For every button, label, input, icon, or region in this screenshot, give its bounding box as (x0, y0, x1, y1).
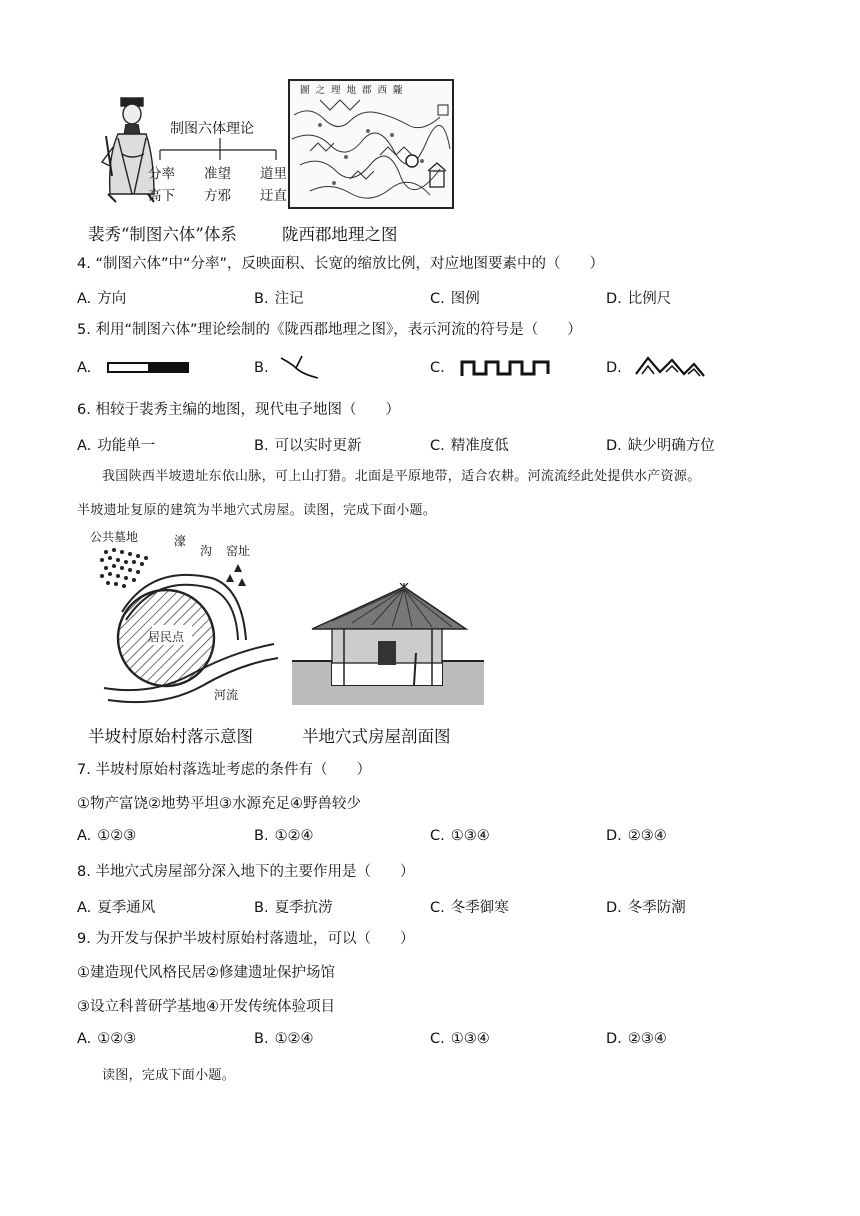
option-text: ①③④ (450, 1031, 490, 1047)
label-river: 河流 (214, 688, 239, 702)
q9-option-b[interactable] (254, 1031, 314, 1047)
figure2-caption-right: 半地穴式房屋剖面图 (302, 727, 451, 746)
option-text: ②③④ (627, 1031, 667, 1047)
option-text: 冬季防潮 (627, 900, 686, 916)
map-title: 圖之理地郡西隴 (300, 85, 409, 96)
label-kiln: 窑址 (226, 544, 251, 558)
option-text: ①②④ (274, 1031, 314, 1047)
figure-pei-xiu (88, 76, 293, 206)
footer-instruction: 读图，完成下面小题。 (102, 1068, 236, 1083)
option-label: C. (430, 828, 445, 844)
label-cemetery: 公共墓地 (90, 530, 139, 544)
branch-3-bottom: 迂直 (260, 188, 287, 204)
option-text: ①②③ (97, 828, 137, 844)
option-text: 冬季御寒 (450, 900, 509, 916)
q9-option-c[interactable] (430, 1031, 490, 1047)
q7-option-c[interactable] (430, 828, 490, 844)
option-text: 功能单一 (97, 438, 156, 454)
q5-option-a[interactable] (77, 360, 97, 376)
wall-symbol-icon (460, 358, 552, 378)
branch-2-top: 准望 (204, 166, 231, 182)
option-label: A. (77, 900, 92, 916)
q7-option-a[interactable] (77, 828, 136, 844)
option-text: 夏季通风 (97, 900, 156, 916)
q7-option-d[interactable] (606, 828, 667, 844)
question-8-stem: 8. 半地穴式房屋部分深入地下的主要作用是（ ） (77, 864, 415, 880)
passage-line-1: 我国陕西半坡遗址东依山脉，可上山打猎。北面是平原地带，适合农耕。河流流经此处提供水产资源。 (102, 469, 701, 484)
pit-house-drawing (292, 583, 484, 705)
option-label: D. (606, 291, 622, 307)
q8-option-a[interactable] (77, 896, 155, 917)
option-label: D. (606, 828, 622, 844)
option-text: ①③④ (450, 828, 490, 844)
option-label: C. (430, 1031, 445, 1047)
option-label: C. (430, 900, 445, 916)
option-label: A. (77, 828, 92, 844)
q9-option-a[interactable] (77, 1031, 136, 1047)
railway-symbol-icon (107, 361, 189, 375)
option-text: 注记 (274, 291, 304, 307)
branch-1-bottom: 高下 (148, 188, 175, 204)
q8-option-d[interactable] (606, 896, 686, 917)
mountain-symbol-icon (634, 354, 706, 378)
option-label: B. (254, 828, 269, 844)
option-label: D. (606, 900, 622, 916)
question-9-statements-1: ①建造现代风格民居②修建遗址保护场馆 (77, 965, 335, 981)
question-9-stem: 9. 为开发与保护半坡村原始村落遗址，可以（ ） (77, 931, 415, 947)
q8-option-c[interactable] (430, 896, 509, 917)
village-diagram (82, 528, 282, 708)
q4-option-b[interactable] (254, 287, 304, 308)
q6-option-b[interactable] (254, 434, 362, 455)
label-ditch-2: 沟 (200, 544, 213, 558)
passage-line-2: 半坡遗址复原的建筑为半地穴式房屋。读图，完成下面小题。 (77, 503, 437, 518)
branch-1-top: 分率 (148, 166, 175, 182)
q5-option-d[interactable] (606, 360, 628, 376)
option-text: 可以实时更新 (274, 438, 362, 454)
option-label: C. (430, 360, 445, 376)
option-text: ①②③ (97, 1031, 137, 1047)
q8-option-b[interactable] (254, 896, 333, 917)
q5-option-b[interactable] (254, 360, 275, 376)
option-label: B. (254, 360, 269, 376)
option-label: A. (77, 360, 92, 376)
option-label: A. (77, 438, 92, 454)
option-label: C. (430, 438, 445, 454)
option-label: A. (77, 1031, 92, 1047)
diagram-title: 制图六体理论 (170, 121, 254, 137)
q6-option-d[interactable] (606, 434, 715, 455)
question-5-stem: 5. 利用“制图六体”理论绘制的《陇西郡地理之图》，表示河流的符号是（ ） (77, 322, 582, 338)
question-7-stem: 7. 半坡村原始村落选址考虑的条件有（ ） (77, 762, 371, 778)
option-label: B. (254, 900, 269, 916)
option-text: 缺少明确方位 (627, 438, 715, 454)
option-text: 图例 (450, 291, 480, 307)
option-label: A. (77, 291, 92, 307)
q7-option-b[interactable] (254, 828, 314, 844)
option-label: D. (606, 438, 622, 454)
six-rules-diagram (148, 114, 288, 204)
scholar-figure-icon (102, 98, 154, 202)
option-label: B. (254, 291, 269, 307)
option-text: 夏季抗涝 (274, 900, 333, 916)
longxi-map-image (288, 79, 454, 209)
option-label: B. (254, 438, 269, 454)
option-label: D. (606, 1031, 622, 1047)
question-6-stem: 6. 相较于裴秀主编的地图，现代电子地图（ ） (77, 402, 400, 418)
map-terrain-drawing (290, 95, 452, 205)
pit-house-cross-section (292, 583, 484, 705)
branch-2-bottom: 方邪 (204, 188, 231, 204)
q5-option-c[interactable] (430, 360, 451, 376)
q6-option-a[interactable] (77, 434, 155, 455)
figure1-caption-right: 陇西郡地理之图 (282, 225, 398, 244)
option-label: D. (606, 360, 622, 376)
option-label: B. (254, 1031, 269, 1047)
q4-option-c[interactable] (430, 287, 480, 308)
question-7-statements: ①物产富饶②地势平坦③水源充足④野兽较少 (77, 796, 361, 812)
q6-option-c[interactable] (430, 434, 509, 455)
branch-3-top: 道里 (260, 166, 287, 182)
q4-option-a[interactable] (77, 287, 126, 308)
cemetery-dots (100, 548, 148, 588)
option-text: ②③④ (627, 828, 667, 844)
question-4-stem: 4. “制图六体”中“分率”，反映面积、长宽的缩放比例，对应地图要素中的（ ） (77, 256, 604, 272)
label-ditch-1: 濠 (174, 534, 187, 548)
river-symbol-icon (278, 354, 322, 380)
option-text: ①②④ (274, 828, 314, 844)
q4-option-d[interactable] (606, 287, 671, 308)
figure2-caption-left: 半坡村原始村落示意图 (88, 727, 253, 746)
figure1-caption-left: 裴秀“制图六体”体系 (88, 225, 237, 244)
option-label: C. (430, 291, 445, 307)
label-residence: 居民点 (148, 630, 185, 644)
option-text: 比例尺 (627, 291, 672, 307)
village-map-drawing (82, 528, 282, 708)
option-text: 精准度低 (450, 438, 509, 454)
option-text: 方向 (97, 291, 127, 307)
question-9-statements-2: ③设立科普研学基地④开发传统体验项目 (77, 999, 335, 1015)
q9-option-d[interactable] (606, 1031, 667, 1047)
